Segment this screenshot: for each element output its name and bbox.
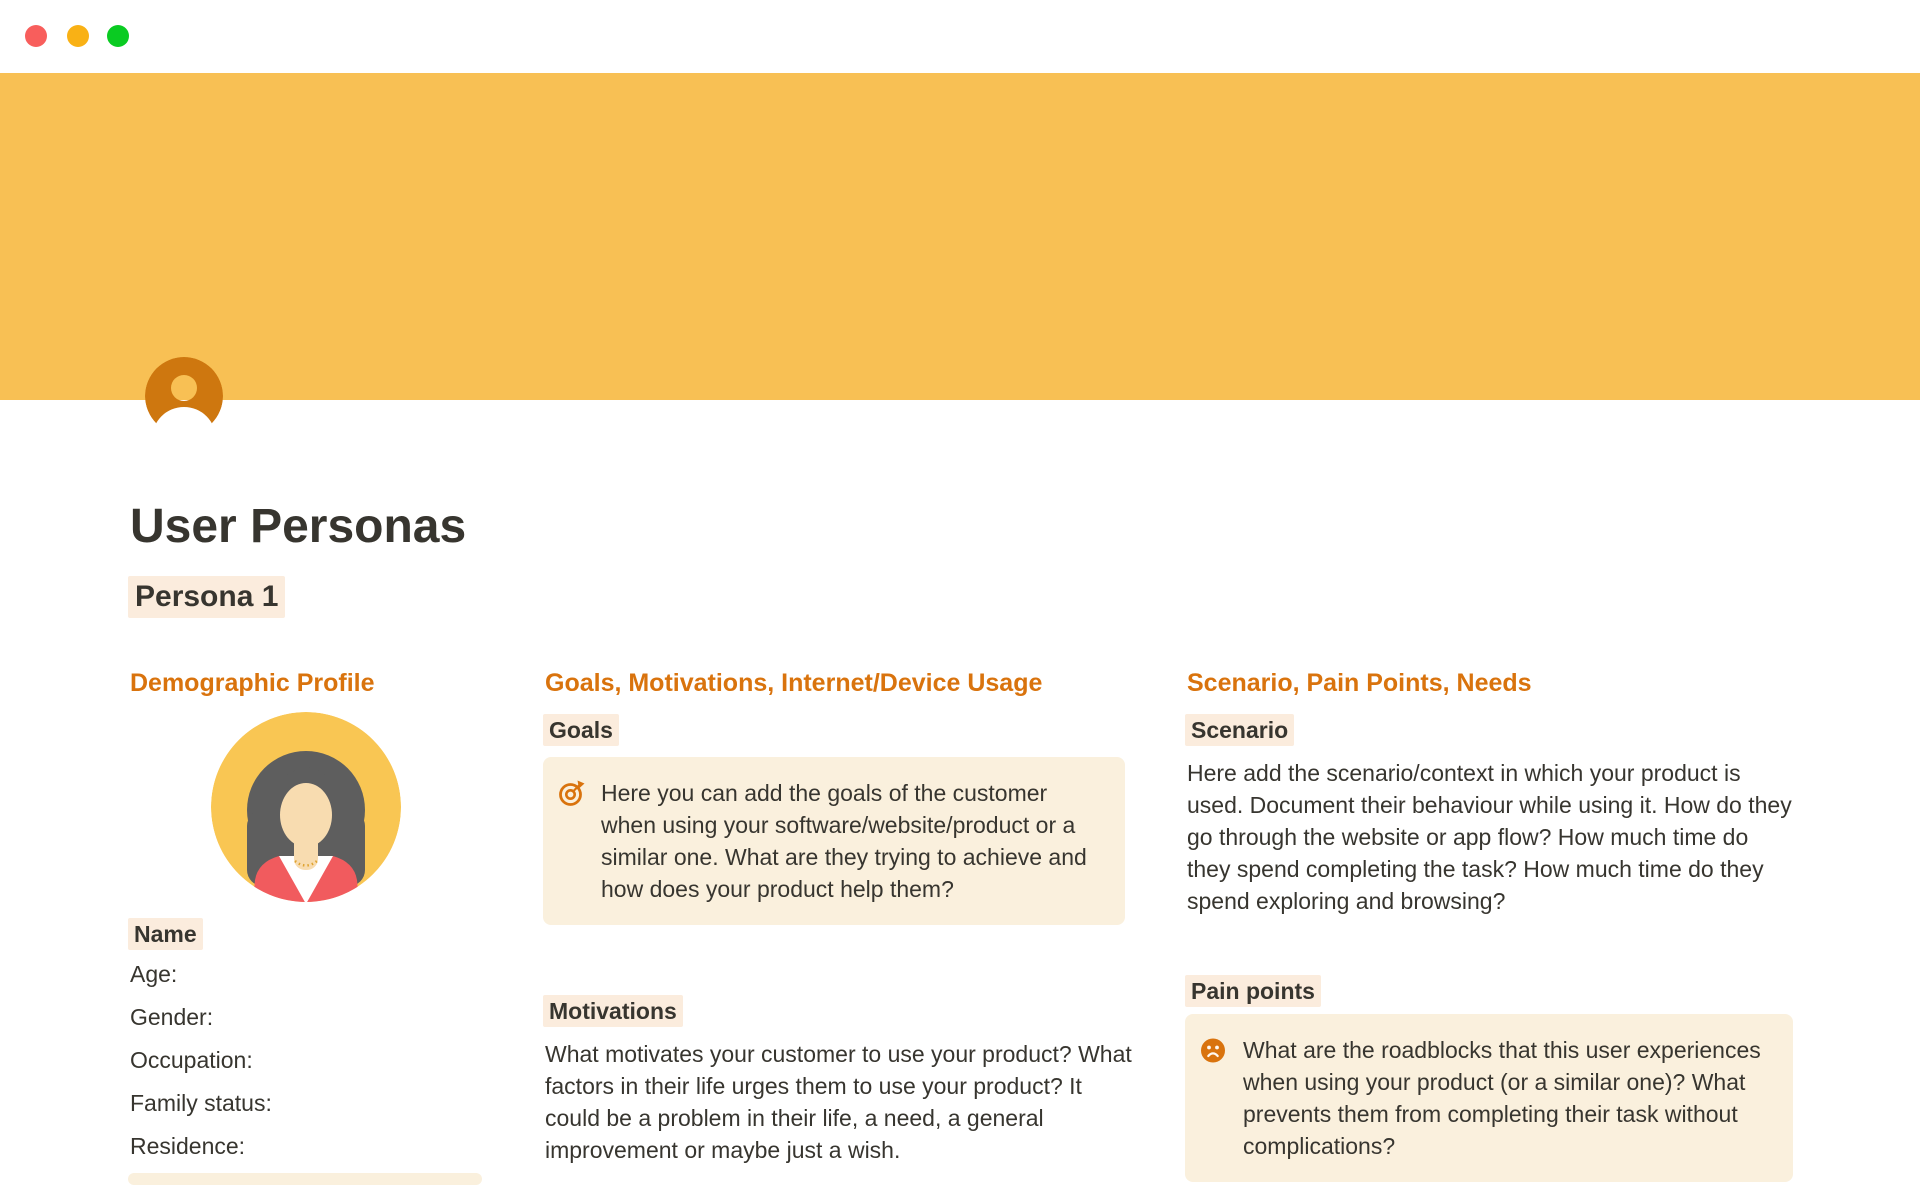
window-titlebar [0,0,1920,73]
motivations-paragraph[interactable]: What motivates your customer to use your product? What factors in their life urges them to use your product? It could be a problem in their life, a need, a general improvement or maybe just a wish. [545,1041,1132,1163]
close-window-button[interactable] [25,25,47,47]
motivations-label: Motivations [543,995,683,1027]
column-demographic-profile [128,660,484,1185]
field-occupation[interactable]: Occupation: [130,1047,253,1073]
field-gender[interactable]: Gender: [130,1004,214,1030]
pain-points-label-wrap[interactable] [1185,975,1797,1007]
field-family-status[interactable]: Family status: [130,1090,272,1116]
pain-points-callout-text: What are the roadblocks that this user experiences when using your product (or a similar one)? What prevents them from completing their task without complications? [1243,1037,1761,1159]
column-scenario-painpoints [1185,660,1797,1182]
goals-label: Goals [543,714,619,746]
minimize-window-button[interactable] [67,25,89,47]
empty-highlight-bar[interactable] [128,1173,482,1185]
goals-label-wrap[interactable] [543,714,1139,746]
scenario-paragraph[interactable]: Here add the scenario/context in which your product is used. Document their behaviour while using it. How do they go through the website or app flow? How much time do they spend completing the task? How much time do they spend exploring and browsing? [1187,760,1792,914]
field-residence[interactable]: Residence: [130,1133,246,1159]
goals-motivations-heading[interactable]: Goals, Motivations, Internet/Device Usage [545,669,1043,697]
demographic-fields [128,958,484,1162]
scenario-painpoints-heading[interactable]: Scenario, Pain Points, Needs [1187,669,1532,697]
scenario-label-wrap[interactable] [1185,714,1797,746]
name-label: Name [128,918,203,950]
person-bust-icon[interactable] [145,357,223,435]
field-age[interactable]: Age: [130,961,178,987]
column-goals-motivations [543,660,1139,1166]
pain-points-label: Pain points [1185,975,1321,1007]
goals-callout-text: Here you can add the goals of the customer when using your software/website/product or a similar one. What are they trying to achieve and how does your product help them? [601,780,1087,902]
section-heading-persona-1[interactable] [128,576,285,618]
zoom-window-button[interactable] [107,25,129,47]
sad-face-icon [1200,1037,1227,1064]
pain-points-callout[interactable] [1185,1014,1793,1182]
page-cover-banner [0,73,1920,400]
woman-avatar-illustration [211,712,401,902]
section-heading-text: Persona 1 [128,576,285,618]
goals-callout[interactable] [543,757,1125,925]
demographic-profile-heading[interactable]: Demographic Profile [130,669,375,697]
scenario-label: Scenario [1185,714,1294,746]
page-title[interactable]: User Personas [130,500,467,554]
motivations-label-wrap[interactable] [543,995,1139,1027]
name-label-wrap[interactable] [128,918,484,950]
target-icon [558,780,585,807]
